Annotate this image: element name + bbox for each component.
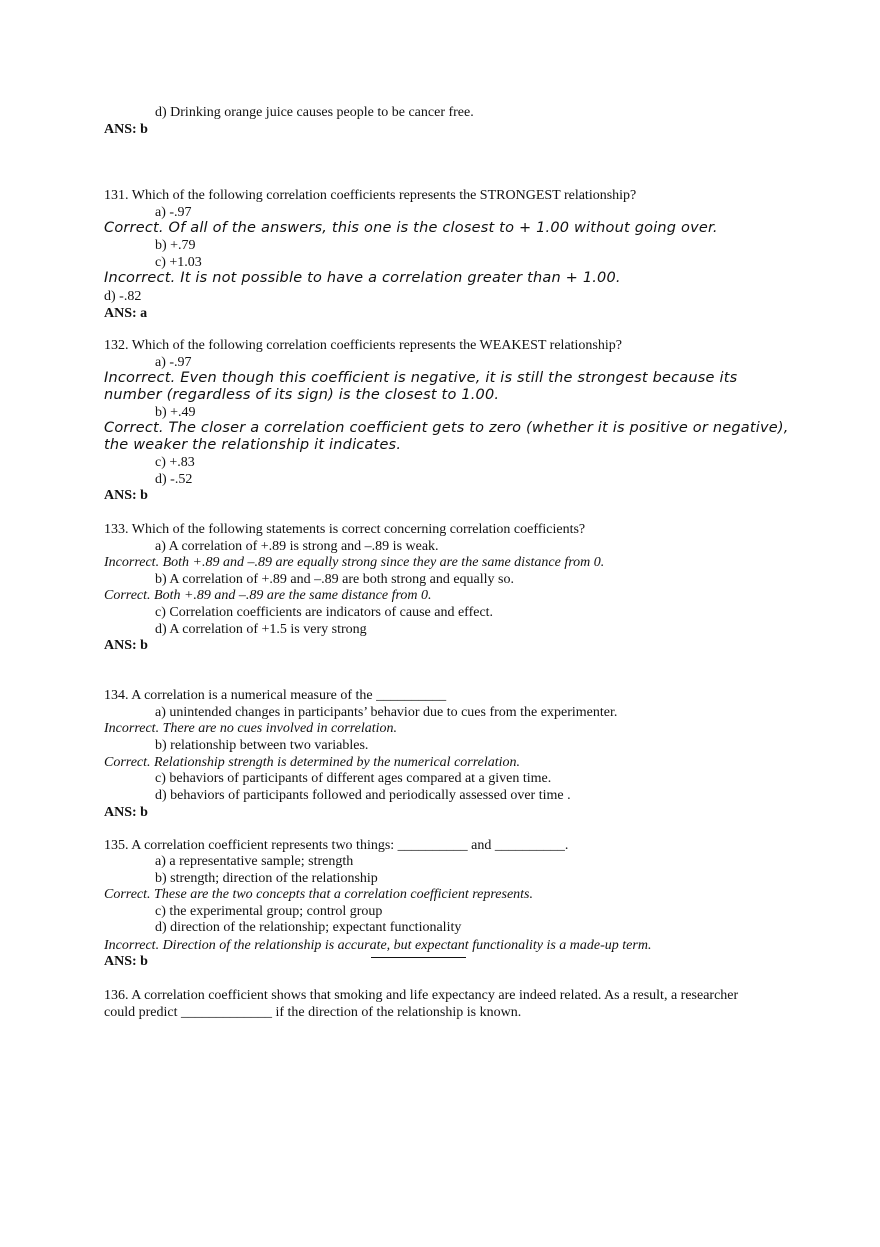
q134-option-d: d) behaviors of participants followed and periodically assessed over time . <box>155 788 571 803</box>
q134-feedback-b: Correct. Relationship strength is determined by the numerical correlation. <box>104 755 521 770</box>
q133-option-a: a) A correlation of +.89 is strong and –.89 is weak. <box>155 539 439 554</box>
q132-answer: ANS: b <box>104 488 148 503</box>
q135-option-c: c) the experimental group; control group <box>155 904 383 919</box>
q131-option-a: a) -.97 <box>155 205 192 220</box>
q135-answer: ANS: b <box>104 954 148 969</box>
q134-option-b: b) relationship between two variables. <box>155 738 369 753</box>
q136-question-line1: 136. A correlation coefficient shows that smoking and life expectancy are indeed related. As a result, a researcher <box>104 988 739 1003</box>
q133-feedback-a: Incorrect. Both +.89 and –.89 are equally strong since they are the same distance from 0. <box>104 555 605 570</box>
prev-answer: ANS: b <box>104 122 148 137</box>
q132-option-b: b) +.49 <box>155 405 196 420</box>
q135-option-d: d) direction of the relationship; expectant functionality <box>155 920 462 935</box>
prev-option-d: d) Drinking orange juice causes people to be cancer free. <box>155 105 474 120</box>
q132-feedback-a-line2: number (regardless of its sign) is the closest to 1.00. <box>104 387 500 403</box>
q133-option-c: c) Correlation coefficients are indicators of cause and effect. <box>155 605 494 620</box>
q132-option-c: c) +.83 <box>155 455 195 470</box>
q134-answer: ANS: b <box>104 805 148 820</box>
underline-mark <box>371 957 466 958</box>
q131-option-d: d) -.82 <box>104 289 142 304</box>
q135-feedback-b: Correct. These are the two concepts that a correlation coefficient represents. <box>104 887 533 902</box>
q133-feedback-b: Correct. Both +.89 and –.89 are the same distance from 0. <box>104 588 432 603</box>
q133-question: 133. Which of the following statements is correct concerning correlation coefficients? <box>104 522 586 537</box>
q135-question: 135. A correlation coefficient represents two things: __________ and __________. <box>104 838 569 853</box>
q131-feedback-c: Incorrect. It is not possible to have a correlation greater than + 1.00. <box>104 270 621 286</box>
q134-feedback-a: Incorrect. There are no cues involved in correlation. <box>104 721 398 736</box>
q135-option-b: b) strength; direction of the relationship <box>155 871 378 886</box>
q131-feedback-a: Correct. Of all of the answers, this one is the closest to + 1.00 without going over. <box>104 220 718 236</box>
q136-question-line2: could predict _____________ if the direction of the relationship is known. <box>104 1005 522 1020</box>
q132-feedback-b-line2: the weaker the relationship it indicates. <box>104 437 402 453</box>
q133-option-d: d) A correlation of +1.5 is very strong <box>155 622 367 637</box>
q132-option-a: a) -.97 <box>155 355 192 370</box>
q133-option-b: b) A correlation of +.89 and –.89 are both strong and equally so. <box>155 572 514 587</box>
q134-question: 134. A correlation is a numerical measure of the __________ <box>104 688 447 703</box>
q132-feedback-a-line1: Incorrect. Even though this coefficient is negative, it is still the strongest because its <box>104 370 738 386</box>
q131-option-b: b) +.79 <box>155 238 196 253</box>
q131-answer: ANS: a <box>104 306 148 321</box>
q132-feedback-b-line1: Correct. The closer a correlation coefficient gets to zero (whether it is positive or negative), <box>104 420 789 436</box>
q135-feedback-d: Incorrect. Direction of the relationship is accurate, but expectant functionality is a made-up term. <box>104 938 652 953</box>
q131-option-c: c) +1.03 <box>155 255 202 270</box>
q135-option-a: a) a representative sample; strength <box>155 854 354 869</box>
q133-answer: ANS: b <box>104 638 148 653</box>
q134-option-c: c) behaviors of participants of different ages compared at a given time. <box>155 771 552 786</box>
q132-question: 132. Which of the following correlation coefficients represents the WEAKEST relationship? <box>104 338 622 353</box>
q134-option-a: a) unintended changes in participants’ behavior due to cues from the experimenter. <box>155 705 618 720</box>
q132-option-d: d) -.52 <box>155 472 193 487</box>
q131-question: 131. Which of the following correlation coefficients represents the STRONGEST relationship? <box>104 188 637 203</box>
